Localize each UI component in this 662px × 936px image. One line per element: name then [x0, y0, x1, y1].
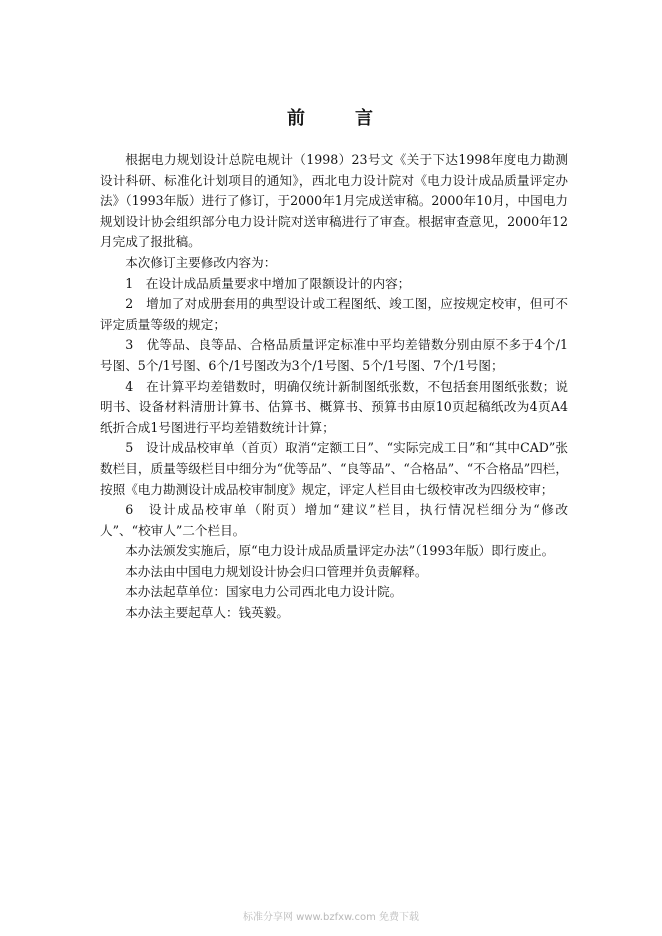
- paragraph-item-2: 2 增加了对成册套用的典型设计或工程图纸、竣工图，应按规定校审，但可不评定质量等级的规定；: [100, 296, 568, 332]
- paragraph-item-3: 3 优等品、良等品、合格品质量评定标准中平均差错数分别由原不多于4个/1号图、5个/1号图、6个/1号图改为3个/1号图、5个/1号图、7个/1号图；: [100, 337, 568, 373]
- paragraph-item-5: 5 设计成品校审单（首页）取消“定额工日”、“实际完成工日”和“其中CAD”张数栏目，质量等级栏目中细分为“优等品”、“良等品”、“合格品”、“不合格品”四栏，按照《电力勘测设计成品校审制度》规定，评定人栏目由七级校审改为四级校审；: [100, 440, 568, 497]
- page-title: [0, 104, 662, 130]
- paragraph-abolish: 本办法颁发实施后，原“电力设计成品质量评定办法”（1993年版）即行废止。: [125, 543, 555, 559]
- footer-watermark: 标准分享网 www.bzfxw.com 免费下载: [243, 912, 419, 923]
- document-body: [100, 150, 568, 624]
- paragraph-item-6: 6 设计成品校审单（附页）增加“建议”栏目，执行情况栏细分为“修改人”、“校审人”二个栏目。: [100, 502, 568, 538]
- paragraph-drafter: 本办法主要起草人：钱英毅。: [125, 605, 289, 621]
- paragraph-management: 本办法由中国电力规划设计协会归口管理并负责解释。: [125, 563, 428, 579]
- title-char-1: 前: [287, 108, 307, 129]
- paragraph-item-1: 1 在设计成品质量要求中增加了限额设计的内容；: [125, 275, 411, 291]
- paragraph-revision-heading: 本次修订主要修改内容为：: [125, 254, 277, 270]
- title-char-2: 言: [355, 108, 375, 129]
- paragraph-item-4: 4 在计算平均差错数时，明确仅统计新制图纸张数，不包括套用图纸张数；说明书、设备材料清册计算书、估算书、概算书、预算书由原10页起稿纸改为4页A4纸折合成1号图进行平均差错数统计计算；: [100, 378, 568, 435]
- paragraph-drafting-unit: 本办法起草单位：国家电力公司西北电力设计院。: [125, 584, 403, 600]
- paragraph-intro: 根据电力规划设计总院电规计（1998）23号文《关于下达1998年度电力勘测设计科研、标准化计划项目的通知》，西北电力设计院对《电力设计成品质量评定办法》（1993年版）进行了修订，于2000年1月完成送审稿。2000年10月，中国电力规划设计协会组织部分电力设计院对送审稿进行了审查。根据审查意见，2000年12月完成了报批稿。: [100, 152, 568, 250]
